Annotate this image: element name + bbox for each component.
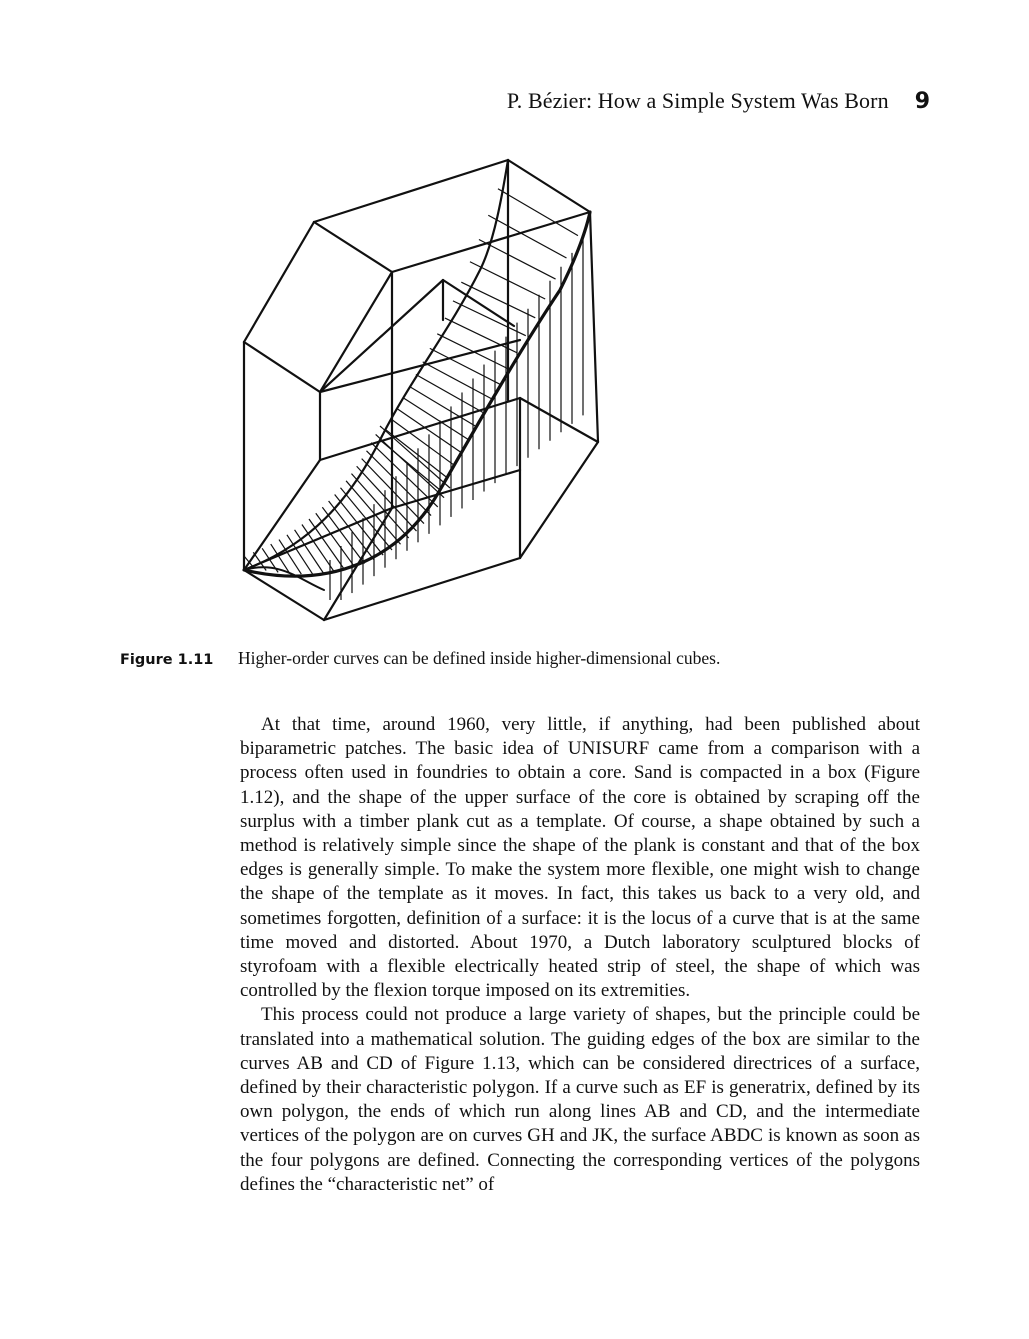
hatch-line [295,530,324,573]
hatch-line [376,434,444,497]
hatch-line [279,540,301,574]
hatch-line [309,519,345,570]
paragraph: This process could not produce a large variety of shapes, but the principle could be translated into a mathematical solution. The guiding edges of the box are similar to the curves AB and CD of Figure 1.13, which can be considered directrices of a surface, defined by their characteristic polygon. If a curve such as EF is generatrix, defined by its own polygon, the ends of which run along lines AB and CD, and the intermediate vertices of the polygon are on curves GH and JK, the surface ABDC is known as soon as the four polygons are defined. Connecting the corresponding vertices of the polygons defines the “characteristic net” of [240,1004,920,1195]
figure-label: Figure 1.11 [120,652,214,668]
figure-1-11 [236,152,606,630]
hatch-line [409,386,476,426]
surface-hatching [244,160,590,600]
running-title: P. Bézier: How a Simple System Was Born [506,88,889,113]
running-head [500,88,930,122]
hatch-line [508,160,590,212]
page-number: 9 [914,89,930,114]
hatch-line [453,301,526,336]
figure-caption-text: Higher-order curves can be defined inside higher-dimensional cubes. [238,648,721,668]
figure-caption [120,648,920,669]
paragraph: At that time, around 1960, very little, if anything, had been published about biparametric patches. The basic idea of UNISURF came from a comparison with a process often used in foundries to obtain a core. Sand is compacted in a box (Figure 1.12), and the shape of the upper surface of the core is obtained by scraping off the surplus with a timber plank cut as a template. Of course, a shape obtained by such a method is relatively simple since the shape of the plank is constant and that of the box edges is generally simple. To make the system more flexible, one might wish to change the shape of the template as it moves. In fact, this takes us back to a very old, and sometimes forgotten, definition of a surface: it is the locus of a curve that is at the same time moved and distorted. About 1970, a Dutch laboratory sculptured blocks of styrofoam with a flexible electrically heated strip of steel, the shape of which was controlled by the flexion torque imposed on its extremities. [240,714,920,1002]
hatch-line [437,334,508,369]
hypercube-curve-illustration [236,152,606,630]
hatch-line [371,443,438,507]
body-text [240,713,920,1197]
hatch-line [335,494,383,555]
hatch-line [423,362,492,399]
hatch-line [329,501,374,560]
